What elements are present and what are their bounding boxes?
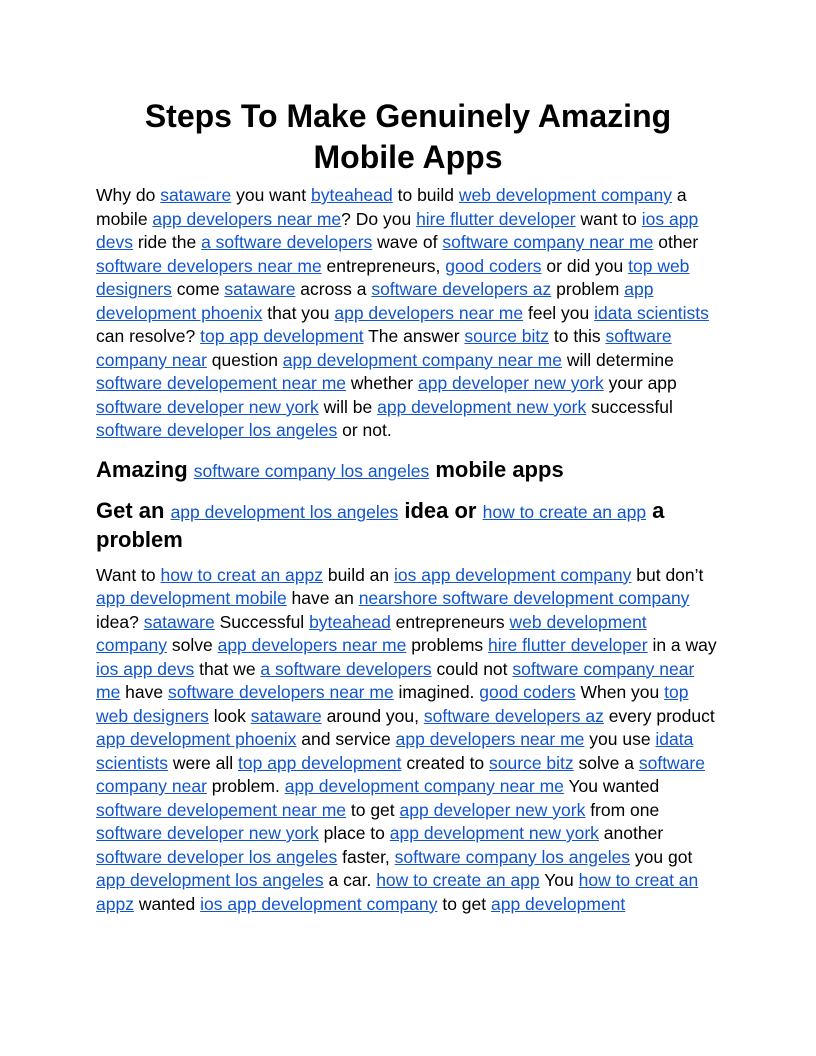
text-run: to get	[346, 799, 400, 820]
text-run: feel you	[523, 302, 595, 323]
inline-link[interactable]: idata scientists	[594, 302, 709, 323]
inline-link[interactable]: hire flutter developer	[416, 208, 576, 229]
text-run: imagined.	[393, 682, 480, 702]
text-run: every product	[603, 705, 715, 726]
inline-link[interactable]: ios app devs	[96, 208, 699, 252]
inline-link[interactable]: software developer new york	[96, 823, 319, 843]
inline-link[interactable]: software developers az	[423, 705, 604, 726]
text-run: to build	[392, 185, 459, 205]
text-run: idea or	[398, 497, 483, 523]
text-run: and service	[296, 729, 396, 749]
text-run: problem.	[206, 776, 285, 796]
text-run: around you,	[321, 705, 424, 726]
text-run: a mobile	[96, 185, 687, 229]
text-run: that we	[194, 658, 261, 679]
text-run: but don’t	[631, 564, 704, 585]
inline-link[interactable]: good coders	[479, 682, 576, 702]
inline-link[interactable]: web development company	[96, 611, 647, 655]
text-run: you use	[584, 729, 656, 749]
text-run: build an	[322, 564, 395, 585]
text-run: or not.	[337, 420, 392, 440]
inline-link[interactable]: app development phoenix	[96, 729, 297, 749]
text-run: solve a	[573, 752, 639, 773]
inline-link[interactable]: app developers near me	[217, 635, 407, 655]
text-run: question	[206, 349, 283, 370]
inline-link[interactable]: software company near me	[442, 232, 654, 252]
inline-link[interactable]: app developers near me	[334, 302, 524, 323]
inline-link[interactable]: web development company	[458, 185, 672, 205]
section-heading-amazing-apps	[96, 456, 720, 485]
inline-link[interactable]: byteahead	[311, 185, 393, 205]
text-run: entrepreneurs	[390, 611, 510, 632]
inline-link[interactable]: how to creat an appz	[96, 870, 699, 914]
text-run: come	[171, 279, 225, 299]
inline-link[interactable]: software company los angeles	[394, 846, 631, 867]
text-run: could not	[431, 658, 513, 679]
document-page	[96, 96, 720, 916]
inline-link[interactable]: sataware	[160, 185, 232, 205]
text-run: have an	[286, 588, 359, 608]
inline-link[interactable]: good coders	[445, 255, 542, 276]
text-run: to this	[549, 326, 606, 346]
text-run: in a way	[647, 635, 717, 655]
text-run: another	[598, 823, 664, 843]
inline-link[interactable]: software developer new york	[96, 396, 319, 417]
inline-link[interactable]: app development company near me	[282, 349, 562, 370]
inline-link[interactable]: idata scientists	[96, 729, 694, 773]
text-run: were all	[167, 752, 238, 773]
inline-link[interactable]: top app development	[200, 326, 364, 346]
inline-link[interactable]: byteahead	[309, 611, 391, 632]
document-title: Steps To Make Genuinely Amazing Mobile Apps	[144, 98, 672, 175]
text-run: wanted	[133, 893, 201, 914]
inline-link[interactable]: software developers near me	[96, 255, 322, 276]
text-run: a problem	[96, 497, 665, 552]
text-run: will determine	[562, 349, 674, 370]
inline-link[interactable]: source bitz	[464, 326, 550, 346]
inline-link[interactable]: sataware	[224, 279, 296, 299]
section-heading-get-idea	[96, 497, 720, 554]
text-run: ride the	[132, 232, 202, 252]
inline-link[interactable]: nearshore software development company	[358, 588, 690, 608]
text-run: You	[539, 870, 579, 890]
inline-link[interactable]: sataware	[250, 705, 322, 726]
text-run: entrepreneurs,	[321, 255, 446, 276]
inline-link[interactable]: a software developers	[201, 232, 373, 252]
inline-link[interactable]: top web designers	[96, 255, 690, 299]
inline-link[interactable]: app developer new york	[417, 373, 604, 393]
inline-link[interactable]: a software developers	[260, 658, 432, 679]
text-run: from one	[585, 799, 660, 820]
inline-link[interactable]: software developement near me	[96, 799, 346, 820]
text-run: Amazing	[96, 456, 194, 482]
text-run: you want	[231, 185, 311, 205]
inline-link[interactable]: app development	[491, 893, 626, 914]
inline-link[interactable]: software company near	[96, 326, 672, 370]
inline-link[interactable]: app development los angeles	[170, 501, 399, 522]
inline-link[interactable]: software company near	[96, 752, 705, 796]
inline-link[interactable]: top web designers	[96, 682, 689, 726]
text-run: want to	[575, 208, 642, 229]
body-paragraph	[96, 564, 720, 917]
text-run: problem	[551, 279, 625, 299]
text-run: Get an	[96, 497, 171, 523]
text-run: mobile apps	[429, 456, 564, 482]
text-run: look	[208, 705, 251, 726]
text-run: other	[653, 232, 699, 252]
inline-link[interactable]: app development new york	[377, 396, 587, 417]
text-run: wave of	[372, 232, 443, 252]
inline-link[interactable]: top app development	[238, 752, 402, 773]
inline-link[interactable]: software developement near me	[96, 373, 346, 393]
text-run: that you	[262, 302, 335, 323]
text-run: idea?	[96, 611, 144, 632]
inline-link[interactable]: source bitz	[489, 752, 574, 773]
text-run: to get	[437, 893, 491, 914]
text-run: a car.	[323, 870, 377, 890]
text-run: or did you	[541, 255, 629, 276]
inline-link[interactable]: sataware	[143, 611, 215, 632]
inline-link[interactable]: how to create an app	[482, 501, 647, 522]
text-run: ? Do you	[341, 208, 417, 229]
inline-link[interactable]: ios app development company	[200, 893, 438, 914]
text-run: solve	[167, 635, 218, 655]
inline-link[interactable]: app development los angeles	[96, 870, 324, 890]
inline-link[interactable]: software developers az	[371, 279, 552, 299]
inline-link[interactable]: software developer los angeles	[96, 420, 338, 440]
text-run: across a	[295, 279, 372, 299]
text-run: will be	[318, 396, 378, 417]
text-run: have	[120, 682, 168, 702]
text-run: When you	[575, 682, 665, 702]
intro-paragraph	[96, 184, 720, 443]
text-run: place to	[318, 823, 390, 843]
text-run: whether	[346, 373, 418, 393]
text-run: The answer	[363, 326, 465, 346]
inline-link[interactable]: how to creat an appz	[160, 564, 323, 585]
text-run: Want to	[96, 564, 161, 585]
inline-link[interactable]: how to create an app	[376, 870, 540, 890]
text-run: created to	[401, 752, 490, 773]
inline-link[interactable]: app developers near me	[152, 208, 342, 229]
inline-link[interactable]: app development new york	[389, 823, 599, 843]
inline-link[interactable]: software company los angeles	[193, 460, 430, 481]
text-run: Successful	[214, 611, 310, 632]
text-run: your app	[603, 373, 677, 393]
text-run: successful	[586, 396, 673, 417]
text-run: Why do	[96, 185, 161, 205]
inline-link[interactable]: ios app development company	[394, 564, 632, 585]
text-run: you got	[630, 846, 693, 867]
inline-link[interactable]: app developers near me	[395, 729, 585, 749]
inline-link[interactable]: software company near me	[96, 658, 695, 702]
inline-link[interactable]: software developer los angeles	[96, 846, 338, 867]
inline-link[interactable]: app development company near me	[284, 776, 564, 796]
inline-link[interactable]: hire flutter developer	[488, 635, 648, 655]
text-run: You wanted	[563, 776, 660, 796]
inline-link[interactable]: app development mobile	[96, 588, 287, 608]
inline-link[interactable]: app development phoenix	[96, 279, 654, 323]
inline-link[interactable]: software developers near me	[168, 682, 394, 702]
inline-link[interactable]: app developer new york	[399, 799, 586, 820]
inline-link[interactable]: ios app devs	[96, 658, 195, 679]
text-run: can resolve?	[96, 326, 201, 346]
text-run: problems	[406, 635, 489, 655]
text-run: faster,	[337, 846, 395, 867]
